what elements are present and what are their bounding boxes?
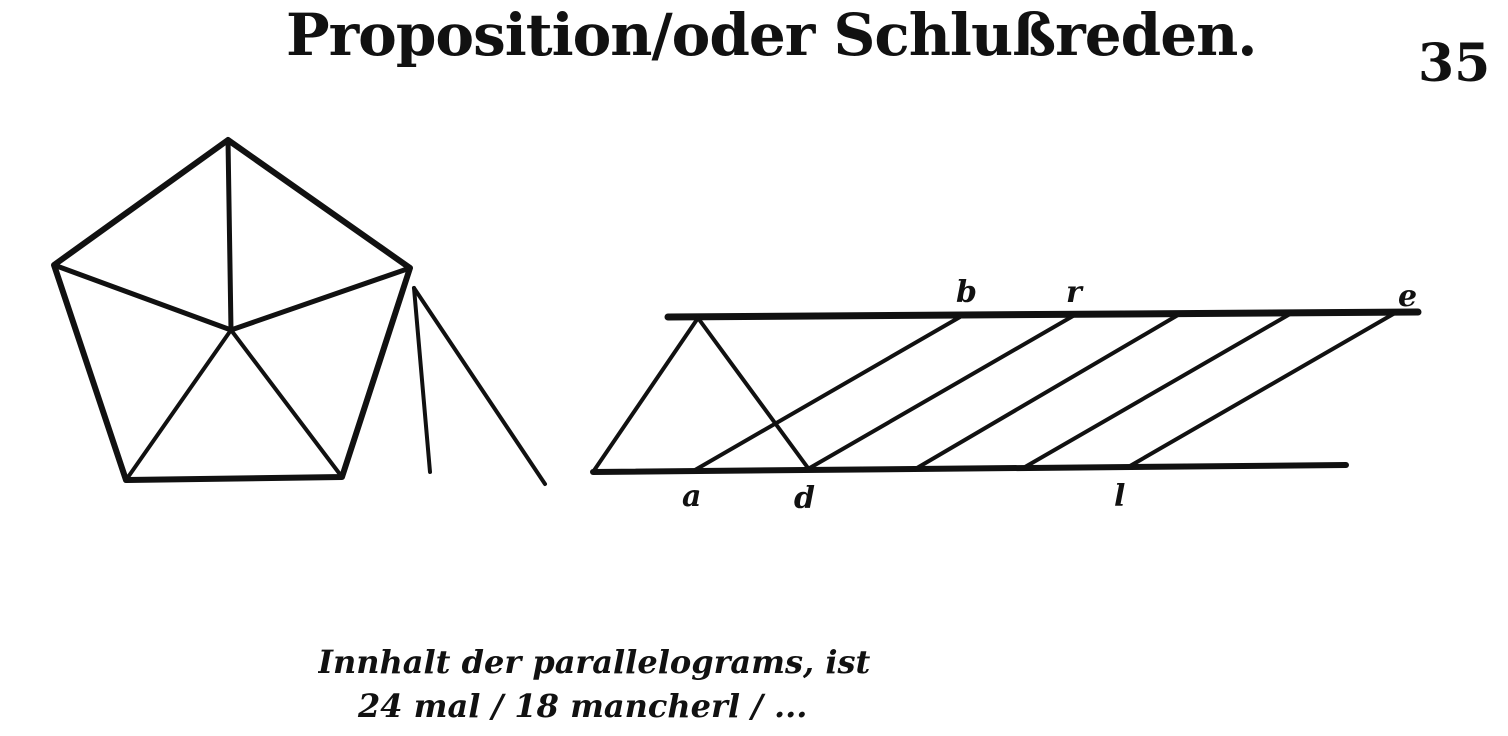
angle-line: [414, 288, 430, 472]
label-d: d: [794, 481, 815, 516]
diagonal-line: [808, 316, 1073, 469]
diagonal-line: [695, 317, 960, 470]
triangle-left-side: [593, 318, 698, 472]
pentagon-spoke: [231, 330, 342, 477]
handwritten-line-2: 24 mal / 18 mancherl / ...: [358, 687, 808, 725]
diagonal-line: [1025, 314, 1290, 467]
pentagon-spoke: [126, 330, 231, 480]
pentagon-spoke: [54, 265, 231, 330]
triangle-right-side: [698, 318, 808, 468]
bottom-line: [593, 465, 1346, 472]
pentagon-figure: [54, 140, 410, 480]
angle-line: [414, 288, 545, 484]
top-line: [668, 312, 1418, 317]
diagonal-line: [917, 315, 1178, 468]
pentagon-spoke: [231, 268, 410, 330]
page-number: 35: [1418, 33, 1491, 94]
label-r: r: [1066, 275, 1082, 310]
pentagon-spoke: [228, 140, 231, 330]
label-l: l: [1114, 479, 1126, 514]
handwritten-note: [318, 640, 1198, 736]
label-a: a: [682, 479, 702, 514]
parallelogram-figure: [593, 312, 1418, 472]
handwritten-line-1: Innhalt der parallelograms, ist: [318, 643, 871, 681]
label-b: b: [956, 275, 977, 310]
angle-figure: [414, 288, 545, 484]
diagonal-line: [1130, 313, 1395, 466]
label-e: e: [1398, 279, 1418, 314]
page-title: Proposition/oder Schlußreden.: [286, 1, 1257, 69]
